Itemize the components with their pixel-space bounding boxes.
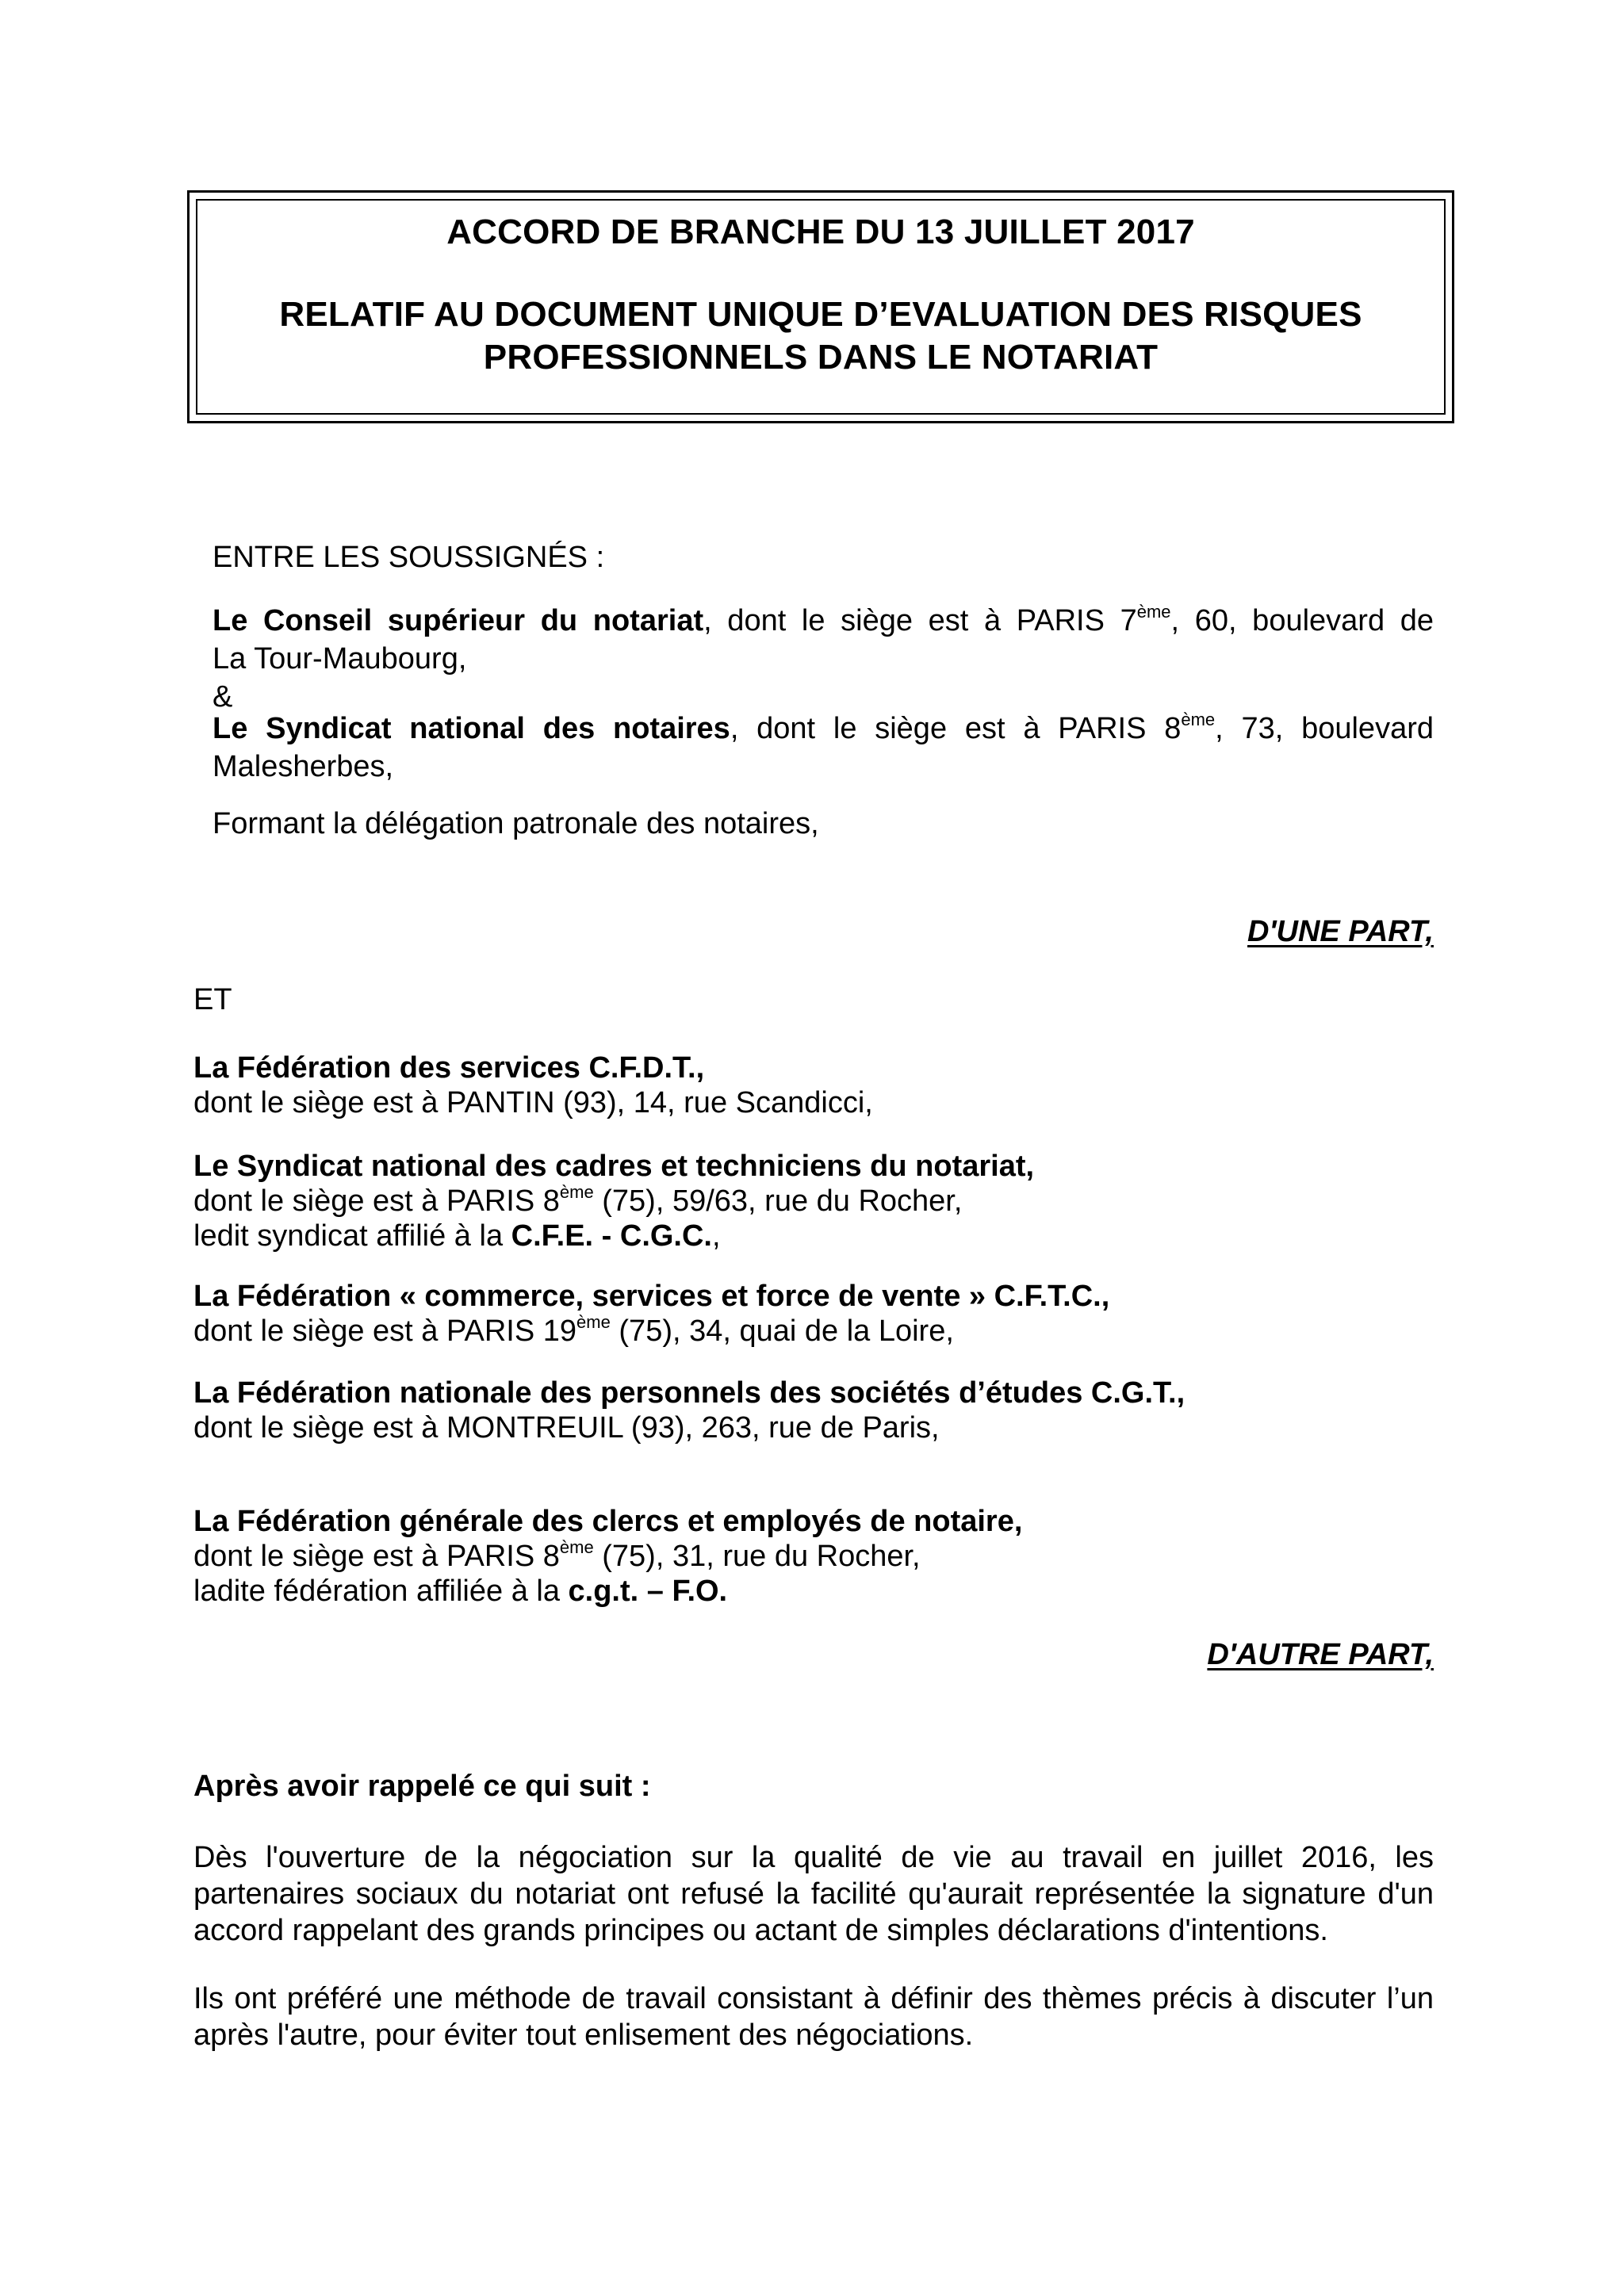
cftc-name: La Fédération « commerce, services et force de vente » C.F.T.C.,	[193, 1280, 1110, 1313]
preamble-p1-line-3: accord rappelant des grands principes ou actant de simples déclarations d'intentions.	[193, 1914, 1328, 1947]
title-box	[187, 190, 1454, 423]
csn-address-b: , 60, boulevard de	[1170, 604, 1434, 637]
snn-address-b: , 73, boulevard	[1215, 712, 1434, 745]
snn-address-line-2: Malesherbes,	[213, 750, 394, 783]
cfdt-name: La Fédération des services C.F.D.T.,	[193, 1051, 705, 1085]
cftc-superscript: ème	[576, 1312, 611, 1332]
title-box-inner-border	[196, 199, 1446, 415]
csn-line-1	[213, 603, 1434, 639]
cgt-address: dont le siège est à MONTREUIL (93), 263, rue de Paris,	[193, 1411, 940, 1445]
snctn-superscript: ème	[559, 1182, 594, 1202]
csn-name: Le Conseil supérieur du notariat	[213, 604, 704, 637]
parties-header: ENTRE LES SOUSSIGNÉS :	[213, 541, 605, 574]
title-line-3: PROFESSIONNELS DANS LE NOTARIAT	[483, 338, 1159, 377]
snn-line-1	[213, 710, 1434, 747]
snctn-name: Le Syndicat national des cadres et techniciens du notariat,	[193, 1150, 1035, 1183]
preamble-p2-line-1: Ils ont préféré une méthode de travail consistant à définir des thèmes précis à discuter l’un	[193, 1982, 1434, 2015]
preamble-p2-line-2: après l'autre, pour éviter tout enlisement des négociations.	[193, 2019, 974, 2052]
et-text: ET	[193, 983, 232, 1016]
dune-part-label: D'UNE PART,	[1247, 915, 1434, 948]
csn-address-line-2: La Tour-Maubourg,	[213, 642, 467, 675]
fo-name: La Fédération générale des clercs et employés de notaire,	[193, 1505, 1023, 1538]
csn-address-a: , dont le siège est à PARIS 7	[703, 604, 1137, 637]
fo-affiliation: ladite fédération affiliée à la c.g.t. – F.O.	[193, 1575, 728, 1608]
title-line-2: RELATIF AU DOCUMENT UNIQUE D’EVALUATION DES RISQUES	[279, 295, 1362, 334]
title-line-1: ACCORD DE BRANCHE DU 13 JUILLET 2017	[446, 212, 1195, 251]
preamble-p1-line-1: Dès l'ouverture de la négociation sur la qualité de vie au travail en juillet 2016, les	[193, 1841, 1434, 1874]
snn-address-a: , dont le siège est à PARIS 8	[730, 712, 1182, 745]
preamble-heading: Après avoir rappelé ce qui suit :	[193, 1770, 651, 1803]
cftc-address: dont le siège est à PARIS 19ème (75), 34, quai de la Loire,	[193, 1312, 954, 1348]
preamble-p1-line-2: partenaires sociaux du notariat ont refusé la facilité qu'aurait représentée la signature d'un	[193, 1877, 1434, 1911]
snctn-affiliation: ledit syndicat affilié à la C.F.E. - C.G.C.,	[193, 1219, 721, 1253]
snn-name: Le Syndicat national des notaires	[213, 712, 730, 745]
cgt-name: La Fédération nationale des personnels des sociétés d’études C.G.T.,	[193, 1376, 1185, 1410]
fo-address: dont le siège est à PARIS 8ème (75), 31, rue du Rocher,	[193, 1537, 921, 1573]
ampersand: &	[213, 680, 233, 714]
dautre-part-label: D'AUTRE PART,	[1207, 1638, 1434, 1671]
snctn-address: dont le siège est à PARIS 8ème (75), 59/63, rue du Rocher,	[193, 1182, 963, 1218]
csn-superscript: ème	[1136, 602, 1171, 622]
delegation-text: Formant la délégation patronale des notaires,	[213, 807, 819, 840]
snn-superscript: ème	[1181, 710, 1216, 729]
fo-superscript: ème	[559, 1537, 594, 1557]
cfdt-address: dont le siège est à PANTIN (93), 14, rue Scandicci,	[193, 1086, 873, 1119]
